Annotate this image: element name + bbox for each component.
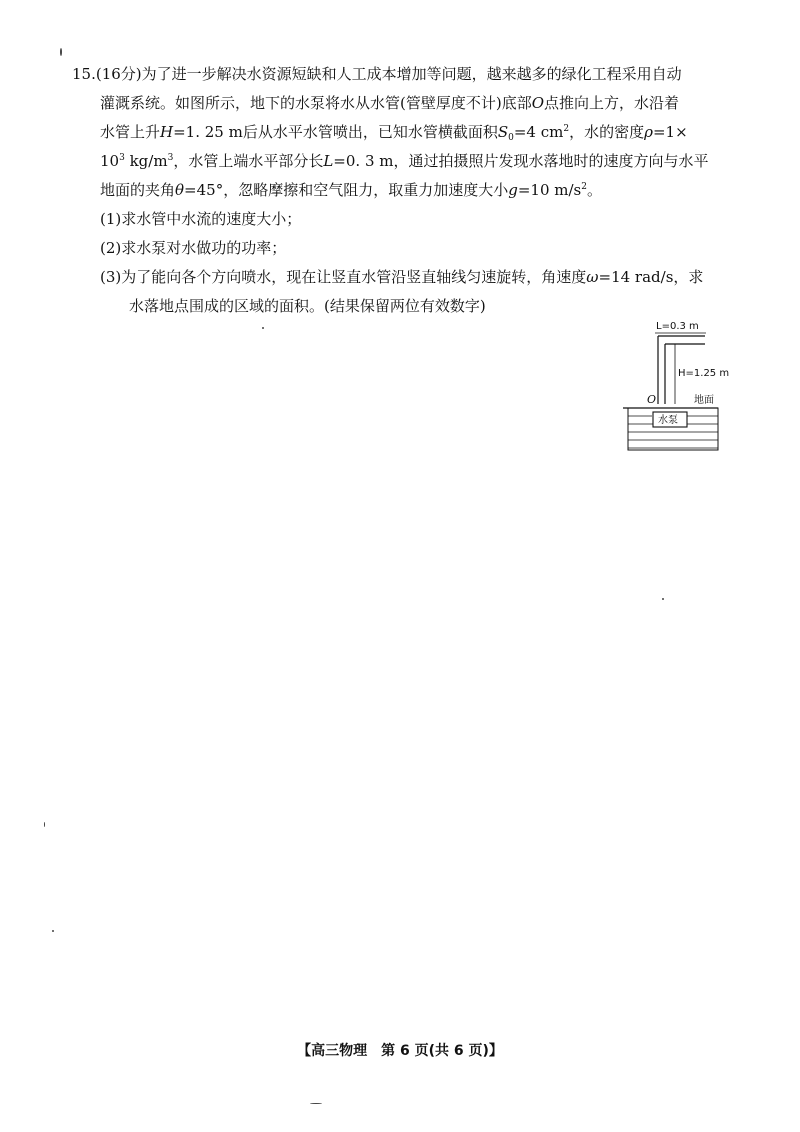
text-segment: =0. 3 m，通过拍摄照片发现水落地时的速度方向与水平: [333, 152, 709, 170]
text-segment: 10: [100, 152, 120, 170]
text-segment: =10 m/s: [517, 181, 582, 199]
text-segment: 。: [586, 181, 602, 199]
subscript-0: 0: [508, 133, 514, 143]
text-segment: =1×: [652, 123, 688, 141]
problem-text: 为了进一步解决水资源短缺和人工成本增加等问题，越来越多的绿化工程采用自动: [141, 65, 682, 83]
question-1: (1)求水管中水流的速度大小；: [100, 210, 302, 228]
superscript-3: 3: [167, 153, 174, 163]
text-segment: 点推向上方，水沿着: [544, 94, 680, 112]
symbol-g: g: [508, 181, 518, 199]
question-3: [72, 263, 742, 292]
symbol-l: L: [323, 152, 334, 170]
problem-line-1: [72, 60, 742, 89]
superscript-2: 2: [581, 182, 587, 192]
superscript-3: 3: [119, 153, 125, 163]
scan-mark: [310, 1103, 322, 1104]
question-3-cont: 水落地点围成的区域的面积。(结果保留两位有效数字): [129, 297, 486, 315]
text-segment: kg/m: [124, 152, 168, 170]
problem-line-5: [72, 176, 742, 205]
text-segment: ，水管上端水平部分长: [173, 152, 324, 170]
label-l: L=0.3 m: [656, 321, 699, 332]
text-segment: 水管上升: [100, 123, 161, 141]
problem-line-4: [72, 147, 742, 176]
label-pump: 水泵: [658, 415, 678, 426]
symbol-rho: ρ: [644, 123, 653, 141]
question-2: (2)求水泵对水做功的功率；: [100, 239, 287, 257]
scan-dot: [262, 327, 264, 329]
page-footer: 【高三物理 第 6 页(共 6 页)】: [297, 1043, 503, 1059]
problem-15: [72, 60, 742, 321]
text-segment: (3)为了能向各个方向喷水，现在让竖直水管沿竖直轴线匀速旋转，角速度: [100, 268, 587, 286]
text-segment: =45°，忽略摩擦和空气阻力，取重力加速度大小: [184, 181, 509, 199]
scan-mark: [60, 48, 62, 56]
symbol-omega: ω: [586, 268, 599, 286]
symbol-o: O: [531, 94, 545, 112]
label-h: H=1.25 m: [678, 368, 730, 379]
problem-number: 15.: [72, 65, 96, 83]
pipe-diagram: [620, 318, 745, 460]
scan-dot: [52, 930, 54, 932]
symbol-h: H: [160, 123, 174, 141]
scan-mark: [44, 822, 45, 827]
symbol-theta: θ: [175, 181, 185, 199]
problem-line-3: [72, 118, 742, 147]
problem-score: (16分): [95, 65, 142, 83]
text-segment: 灌溉系统。如图所示，地下的水泵将水从水管(管壁厚度不计)底部: [100, 94, 532, 112]
text-segment: =1. 25 m后从水平水管喷出，已知水管横截面积: [173, 123, 498, 141]
text-segment: =4 cm: [513, 123, 564, 141]
symbol-s: S: [497, 123, 509, 141]
text-segment: =14 rad/s，求: [598, 268, 704, 286]
scan-dot: [662, 598, 664, 600]
label-ground: 地面: [694, 395, 714, 406]
superscript-2: 2: [563, 124, 570, 134]
text-segment: ，水的密度: [569, 123, 645, 141]
text-segment: 地面的夹角: [100, 181, 176, 199]
pipe-diagram-svg: [620, 318, 745, 460]
label-o: O: [647, 393, 657, 406]
problem-line-2: [72, 89, 742, 118]
